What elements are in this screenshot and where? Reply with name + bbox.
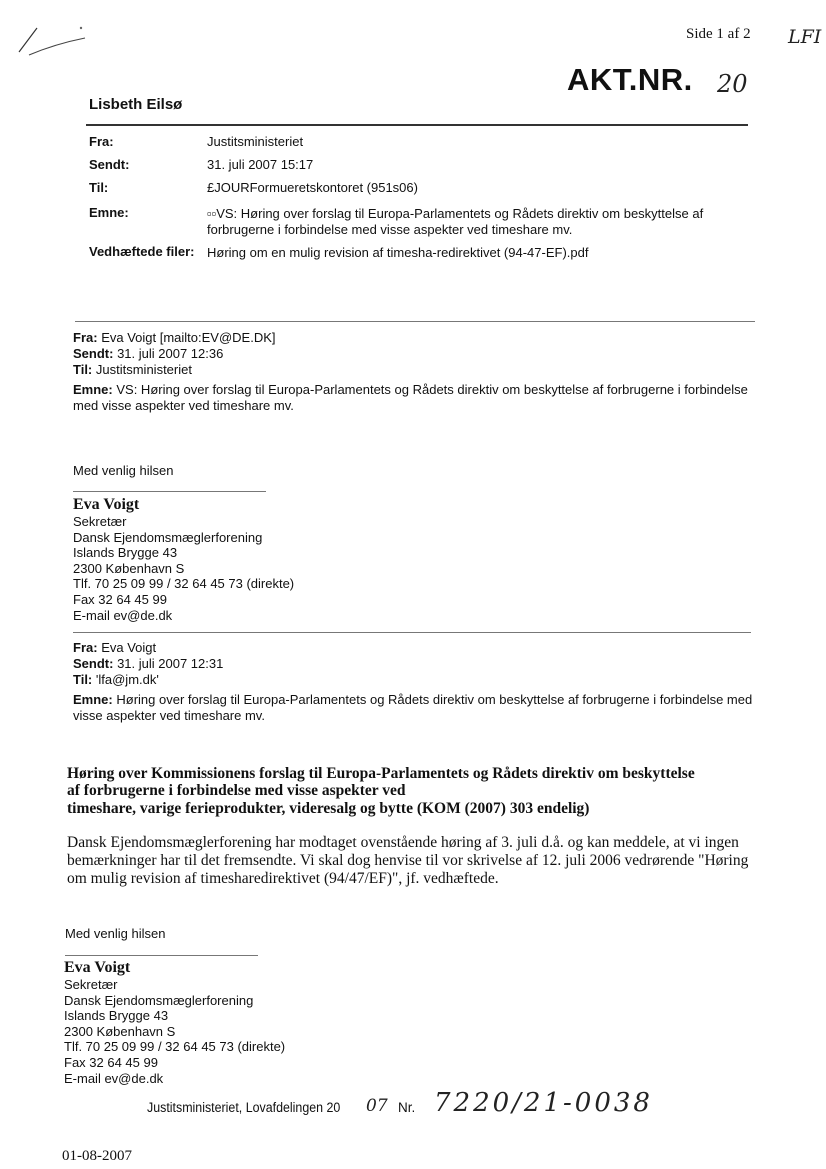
label: Emne: <box>73 382 113 397</box>
letter-subject-line: timeshare, varige ferieprodukter, videresalg og bytte (KOM (2007) 303 endelig) <box>67 800 590 817</box>
attachment-link[interactable]: Høring om en mulig revision af timesha-redirektivet (94-47-EF).pdf <box>207 245 589 260</box>
forward2-sent-value: 31. juli 2007 12:31 <box>117 656 224 671</box>
label: Til: <box>73 672 93 687</box>
to-value: £JOURFormueretskontoret (951s06) <box>207 180 418 195</box>
divider <box>86 124 748 126</box>
signature-email[interactable]: E-mail ev@de.dk <box>64 1070 164 1086</box>
label: Fra: <box>73 330 98 345</box>
divider <box>75 321 755 322</box>
label: Sendt: <box>73 656 114 671</box>
forward1-to <box>73 362 753 378</box>
divider <box>73 632 751 633</box>
signature-rule <box>65 955 258 956</box>
forward1-from <box>73 330 753 346</box>
letter-subject-line: Høring over Kommissionens forslag til Europa-Parlamentets og Rådets direktiv om beskyttelse <box>67 765 695 782</box>
to-label: Til: <box>89 180 109 195</box>
forward2-to <box>73 672 753 688</box>
forward1-to-value: Justitsministeriet <box>95 362 192 377</box>
from-label: Fra: <box>89 134 114 149</box>
signature-fax: Fax 32 64 45 99 <box>64 1054 158 1070</box>
forward2-from-value: Eva Voigt <box>101 640 157 655</box>
stamp-date: 01-08-2007 <box>62 1148 132 1164</box>
signature-email[interactable]: E-mail ev@de.dk <box>73 607 173 623</box>
forward2-sent <box>73 656 753 672</box>
page-indicator: Side 1 af 2 <box>686 26 751 42</box>
forward1-subject-value: VS: Høring over forslag til Europa-Parlamentets og Rådets direktiv om beskyttelse af forbrugerne i forbindelse med visse aspekter ved timeshare mv. <box>73 382 748 413</box>
signature-name: Eva Voigt <box>64 959 131 976</box>
forward1-from-value: Eva Voigt [mailto:EV@DE.DK] <box>101 330 276 345</box>
stamp-year-handwriting: 07 <box>366 1096 388 1116</box>
pen-mark <box>15 22 95 57</box>
registry-stamp: Justitsministeriet, Lovafdelingen 20 <box>147 1100 341 1115</box>
sent-label: Sendt: <box>89 157 130 172</box>
stamp-number-handwriting: 7220/21-0038 <box>434 1088 653 1118</box>
signature-rule <box>73 491 266 492</box>
signature-block <box>73 496 294 623</box>
signature-fax: Fax 32 64 45 99 <box>73 591 167 607</box>
forward1-sent-value: 31. juli 2007 12:36 <box>117 346 224 361</box>
signature-org: Dansk Ejendomsmæglerforening <box>73 529 263 545</box>
signature-title: Sekretær <box>64 977 118 992</box>
akt-label: AKT.NR. <box>567 62 693 97</box>
label: Fra: <box>73 640 98 655</box>
label: Emne: <box>73 692 113 707</box>
mailbox-owner: Lisbeth Eilsø <box>89 96 183 113</box>
signature-street: Islands Brygge 43 <box>73 545 178 561</box>
sent-value: 31. juli 2007 15:17 <box>207 157 314 172</box>
signature-title: Sekretær <box>73 514 127 529</box>
forward2-to-value[interactable]: 'lfa@jm.dk' <box>95 672 159 687</box>
label: Til: <box>73 362 93 377</box>
signature-block <box>64 959 285 1086</box>
signature-org: Dansk Ejendomsmæglerforening <box>64 992 254 1008</box>
forward1-subject <box>73 382 753 414</box>
letter-body: Dansk Ejendomsmæglerforening har modtaget ovenstående høring af 3. juli d.å. og kan meddele, at vi ingen bemærkninger har til det fremsendte. Vi skal dog henvise til vor skrivelse af 12. juli 2006 vedrørende "Høring om mulig revision af timesharedirektivet (94/47/EF)", jf. vedhæftede. <box>67 834 749 887</box>
attachments-label: Vedhæftede filer: <box>89 244 195 259</box>
label: Sendt: <box>73 346 114 361</box>
corner-handwriting: LFI <box>788 26 822 48</box>
signature-phone: Tlf. 70 25 09 99 / 32 64 45 73 (direkte) <box>73 576 295 592</box>
from-value: Justitsministeriet <box>207 134 304 149</box>
signature-city: 2300 København S <box>73 560 185 576</box>
stamp-nr-label: Nr. <box>398 1100 416 1115</box>
subject-value: ▫▫VS: Høring over forslag til Europa-Parlamentets og Rådets direktiv om beskyttelse af forbrugerne i forbindelse med visse aspekter ved timeshare mv. <box>207 206 704 237</box>
subject-label: Emne: <box>89 205 129 220</box>
forward2-subject <box>73 692 753 724</box>
signature-street: Islands Brygge 43 <box>64 1008 169 1024</box>
signature-phone: Tlf. 70 25 09 99 / 32 64 45 73 (direkte) <box>64 1039 286 1055</box>
letter-subject-line: af forbrugerne i forbindelse med visse aspekter ved <box>67 782 406 799</box>
forward2-from <box>73 640 753 656</box>
forward1-sent <box>73 346 753 362</box>
greeting: Med venlig hilsen <box>65 926 166 941</box>
greeting: Med venlig hilsen <box>73 463 174 478</box>
forward2-subject-value: Høring over forslag til Europa-Parlamentets og Rådets direktiv om beskyttelse af forbrugerne i forbindelse med visse aspekter ved timeshare mv. <box>73 692 753 723</box>
akt-number: 20 <box>717 70 748 98</box>
signature-city: 2300 København S <box>64 1023 176 1039</box>
signature-name: Eva Voigt <box>73 496 140 513</box>
